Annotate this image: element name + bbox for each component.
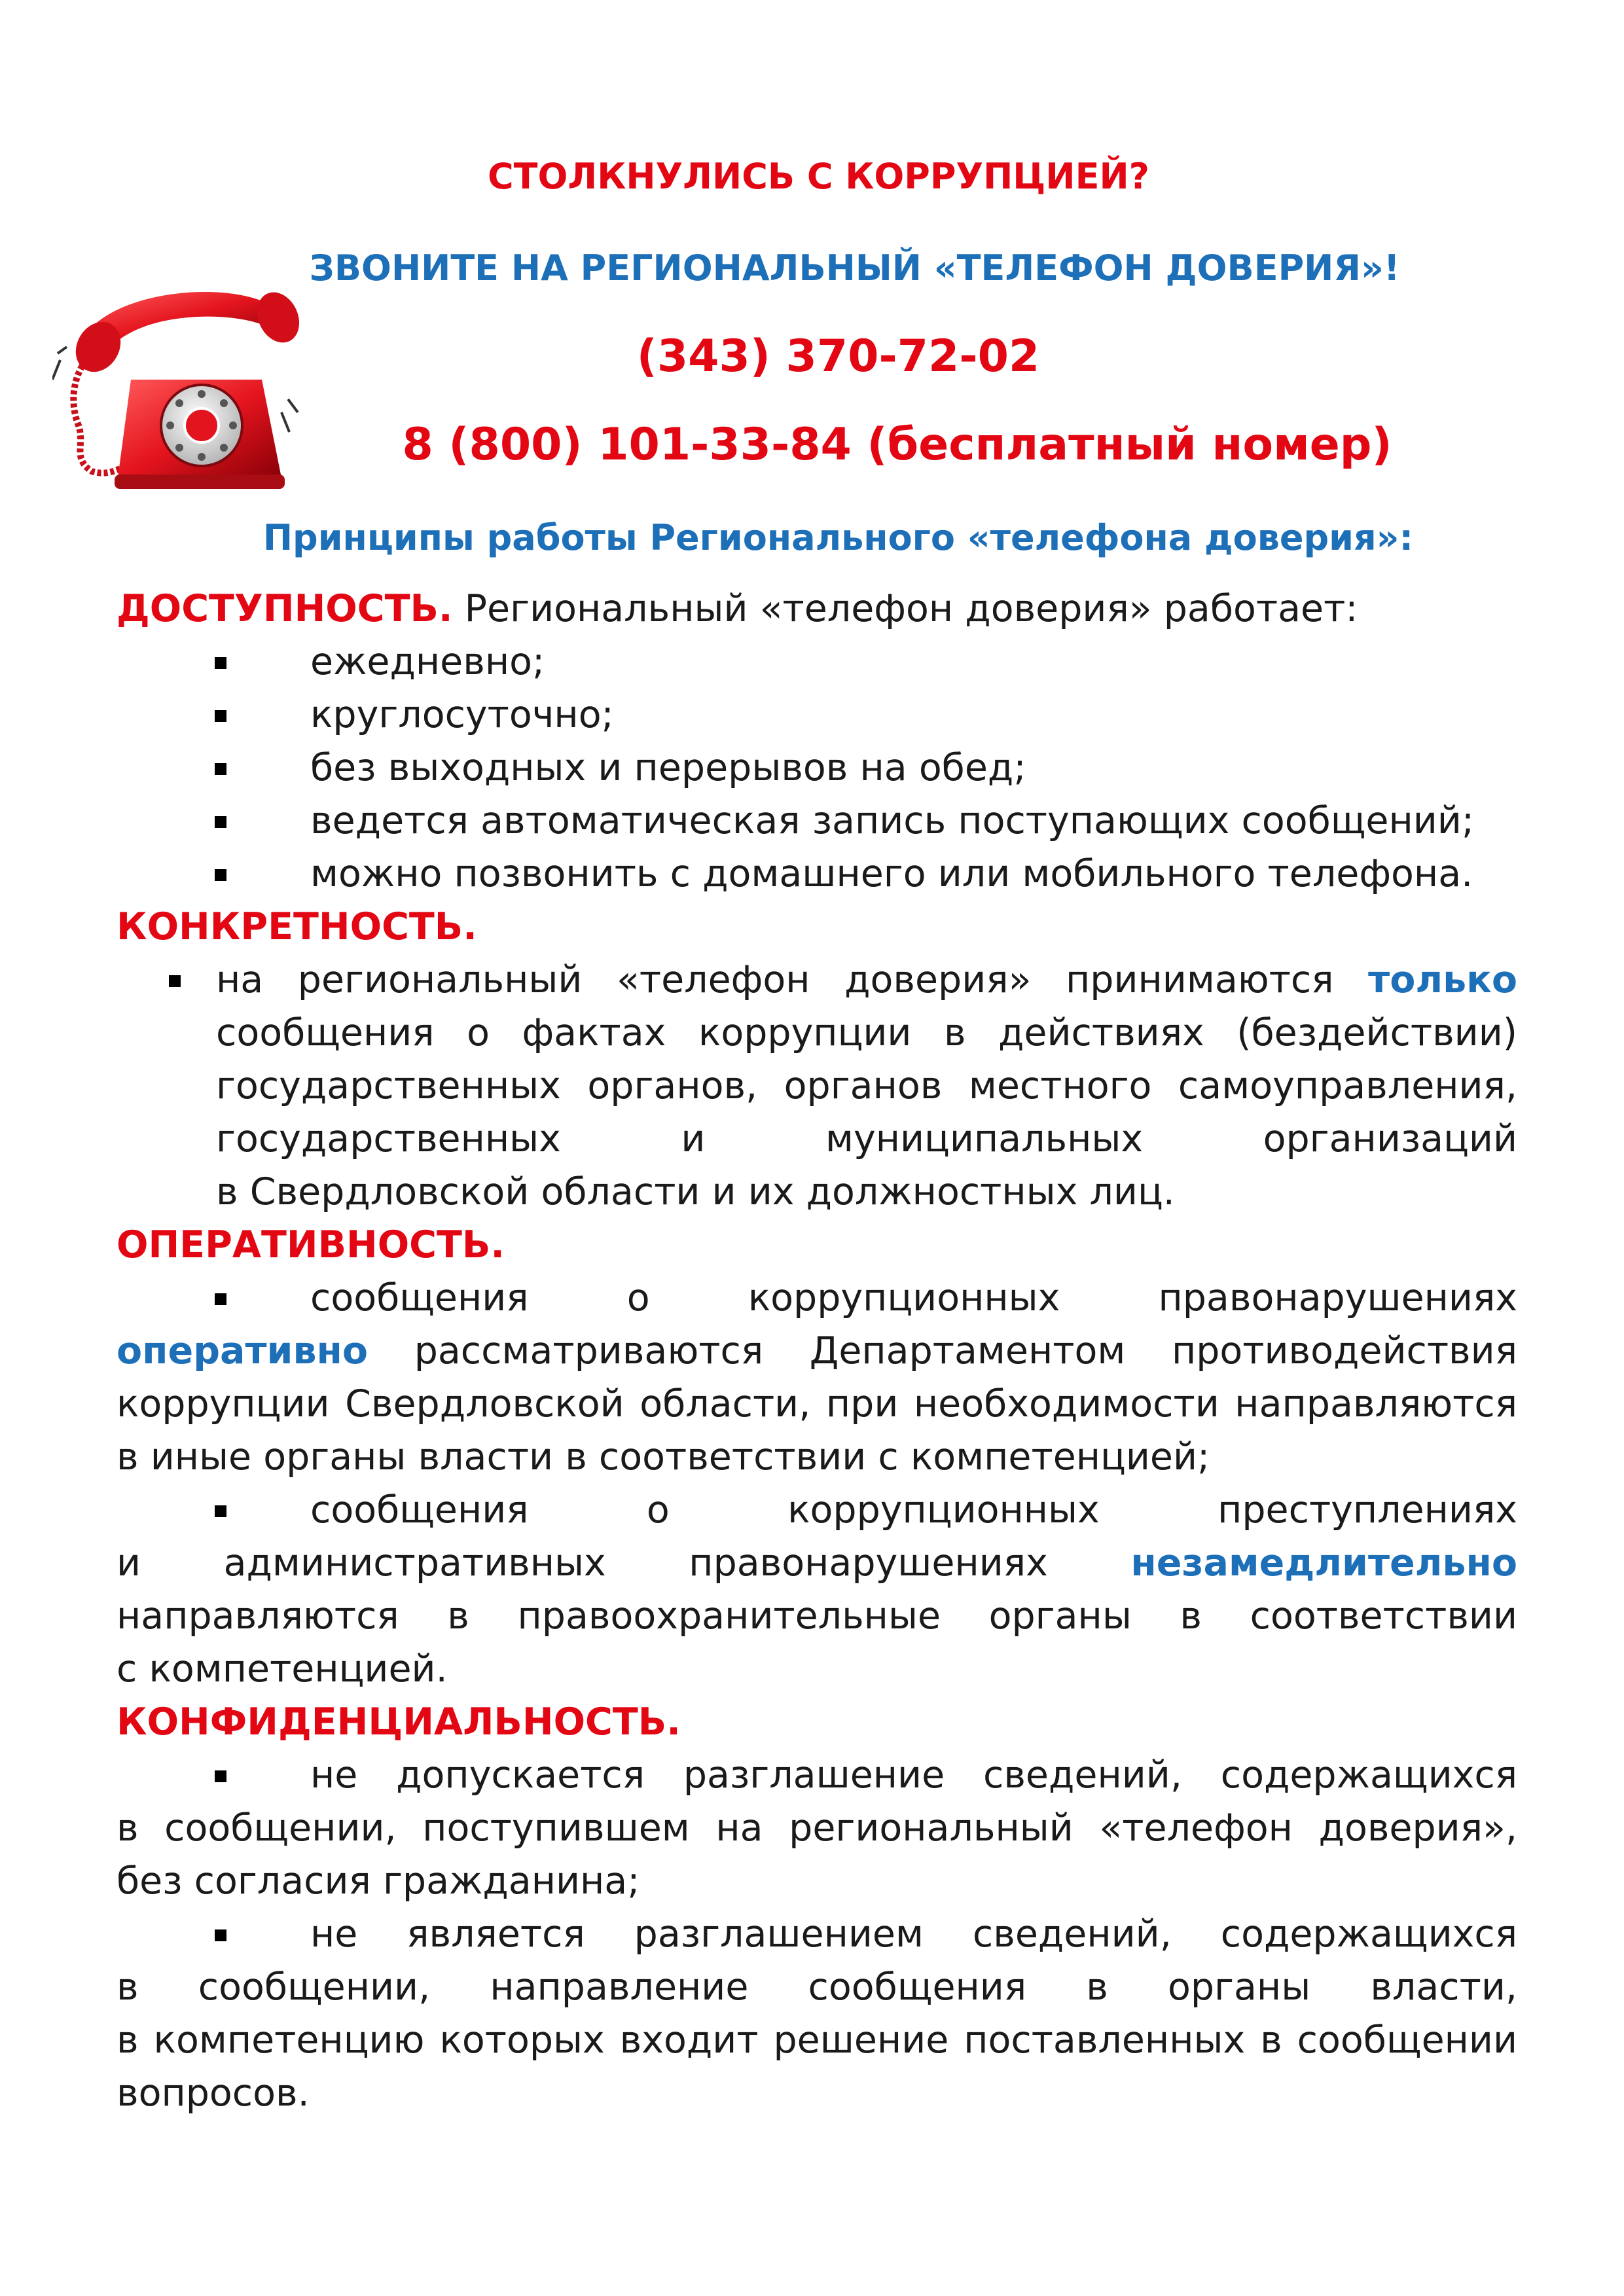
efficiency-text: сообщения о коррупционных преступлениях — [310, 1488, 1517, 1532]
list-item — [117, 742, 1517, 795]
availability-heading: ДОСТУПНОСТЬ. — [117, 587, 453, 630]
specificity-line: сообщения о фактах коррупции в действиях (бездействии) — [216, 1011, 1517, 1054]
efficiency-line: направляются в правоохранительные органы в соответствии — [117, 1594, 1517, 1638]
bullet-icon — [215, 816, 226, 828]
list-item-text: круглосуточно; — [310, 693, 614, 736]
phone-number-regional: (343) 370-72-02 — [636, 331, 1040, 382]
list-item — [117, 689, 1517, 742]
availability-intro — [117, 583, 1517, 636]
list-item — [117, 848, 1517, 901]
efficiency-paragraph-1 — [117, 1272, 1517, 1484]
confidentiality-heading: КОНФИДЕНЦИАЛЬНОСТЬ. — [117, 1700, 681, 1744]
bullet-icon — [215, 1293, 226, 1305]
confidentiality-paragraph-2 — [117, 1908, 1517, 2120]
confidentiality-line — [117, 1908, 1517, 1961]
efficiency-line: в иные органы власти в соответствии с компетенцией; — [117, 1435, 1210, 1479]
efficiency-emphasis: оперативно — [117, 1329, 369, 1372]
specificity-line: государственных и муниципальных организаций — [216, 1117, 1517, 1160]
bullet-icon — [215, 657, 226, 669]
confidentiality-line: в сообщении, поступившем на региональный «телефон доверия», — [117, 1806, 1517, 1850]
principles-content — [117, 583, 1517, 2120]
efficiency-text: и административных правонарушениях — [117, 1541, 1048, 1585]
confidentiality-line — [117, 1749, 1517, 1802]
red-rotary-telephone-icon — [52, 281, 301, 504]
efficiency-line — [117, 1484, 1517, 1537]
page-title: СТОЛКНУЛИСЬ С КОРРУПЦИЕЙ? — [488, 156, 1149, 197]
list-item-text: без выходных и перерывов на обед; — [310, 746, 1026, 789]
efficiency-line — [117, 1325, 1517, 1378]
confidentiality-line: без согласия гражданина; — [117, 1859, 640, 1903]
list-item — [117, 795, 1517, 848]
specificity-paragraph — [117, 954, 1517, 1219]
bullet-icon — [215, 1929, 226, 1941]
specificity-line: государственных органов, органов местного самоуправления, — [216, 1064, 1517, 1107]
phone-number-free: 8 (800) 101-33-84 (бесплатный номер) — [402, 419, 1392, 471]
list-item-text: можно позвонить с домашнего или мобильного телефона. — [310, 852, 1473, 895]
list-item-text: ведется автоматическая запись поступающих сообщений; — [310, 799, 1475, 842]
efficiency-text: рассматриваются Департаментом противодействия — [368, 1329, 1517, 1372]
specificity-line: в Свердловской области и их должностных лиц. — [216, 1170, 1175, 1213]
efficiency-line: с компетенцией. — [117, 1647, 448, 1691]
efficiency-line: коррупции Свердловской области, при необходимости направляются — [117, 1382, 1517, 1426]
efficiency-paragraph-2 — [117, 1484, 1517, 1696]
bullet-icon — [215, 1505, 226, 1517]
confidentiality-line: в сообщении, направление сообщения в органы власти, — [117, 1965, 1517, 2009]
bullet-icon — [215, 710, 226, 722]
efficiency-heading: ОПЕРАТИВНОСТЬ. — [117, 1223, 505, 1266]
list-item — [117, 636, 1517, 689]
availability-intro-text: Региональный «телефон доверия» работает: — [452, 587, 1358, 630]
bullet-icon — [215, 869, 226, 881]
efficiency-line — [117, 1272, 1517, 1325]
confidentiality-text: не является разглашением сведений, содержащихся — [310, 1912, 1517, 1956]
principles-heading: Принципы работы Регионального «телефона доверия»: — [262, 517, 1414, 558]
confidentiality-line: в компетенцию которых входит решение поставленных в сообщении — [117, 2018, 1517, 2062]
confidentiality-text: не допускается разглашение сведений, содержащихся — [310, 1753, 1517, 1797]
specificity-line — [216, 954, 1517, 1007]
confidentiality-paragraph-1 — [117, 1749, 1517, 1908]
bullet-icon — [215, 1770, 226, 1782]
call-to-action: ЗВОНИТЕ НА РЕГИОНАЛЬНЫЙ «ТЕЛЕФОН ДОВЕРИЯ»! — [309, 247, 1400, 289]
efficiency-text: сообщения о коррупционных правонарушениях — [310, 1276, 1517, 1319]
efficiency-line — [117, 1537, 1517, 1590]
specificity-text: на региональный «телефон доверия» принимаются — [216, 958, 1334, 1001]
list-item-text: ежедневно; — [310, 640, 545, 683]
bullet-icon — [215, 763, 226, 775]
confidentiality-line: вопросов. — [117, 2072, 310, 2115]
specificity-heading: КОНКРЕТНОСТЬ. — [117, 905, 477, 948]
efficiency-emphasis: незамедлительно — [1130, 1541, 1517, 1585]
bullet-icon — [169, 975, 181, 987]
specificity-emphasis: только — [1368, 958, 1517, 1001]
